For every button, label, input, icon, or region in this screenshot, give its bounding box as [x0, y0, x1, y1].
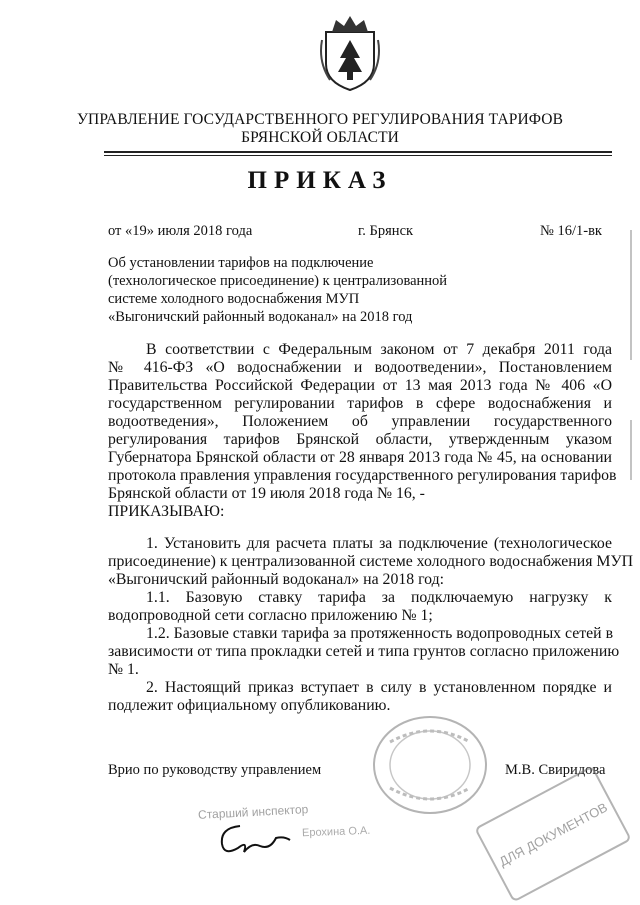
org-name-line1: УПРАВЛЕНИЕ ГОСУДАРСТВЕННОГО РЕГУЛИРОВАНИЯ ТАРИФОВ [76, 111, 564, 128]
order-word: ПРИКАЗЫВАЮ: [108, 503, 225, 520]
subject-line: (технологическое присоединение) к централизованной [108, 273, 448, 289]
order-date: от «19» июля 2018 года [108, 223, 253, 239]
city: г. Брянск [358, 223, 414, 239]
header-rule-thin [104, 155, 612, 156]
item-line: подлежит официальному опубликованию. [108, 697, 391, 714]
handwritten-signature-icon [214, 818, 294, 862]
document-title: ПРИКАЗ [247, 167, 393, 194]
signatory-name: М.В. Свиридова [505, 762, 606, 778]
subject-line: «Выгоничский районный водоканал» на 2018 год [108, 309, 413, 325]
subject-line: системе холодного водоснабжения МУП [108, 291, 360, 307]
preamble-line: государственном регулировании тарифов в сфере водоснабжения и [108, 395, 612, 412]
item-line: присоединение) к централизованной системе холодного водоснабжения МУП [108, 553, 634, 570]
preamble-line: В соответствии с Федеральным законом от 7 декабря 2011 года [146, 341, 612, 358]
preamble-line: водоотведения», Положением об управлении государственного [108, 413, 612, 430]
item-line: «Выгоничский районный водоканал» на 2018 год: [108, 571, 445, 588]
order-number: № 16/1-вк [540, 223, 602, 239]
item-line: зависимости от типа прокладки сетей и типа грунтов согласно приложению [108, 643, 620, 660]
scan-edge-mark [630, 420, 632, 480]
left-stamp-name: Ерохина О.А. [301, 824, 371, 840]
round-stamp-icon [370, 712, 490, 818]
item-line: 1. Установить для расчета платы за подключение (технологическое [146, 535, 612, 552]
preamble-line: регулирования тарифов Брянской области, утвержденным указом [108, 431, 612, 448]
preamble-line: протокола правления управления государственного регулирования тарифов [108, 467, 617, 484]
signatory-position: Врио по руководству управлением [108, 762, 322, 778]
left-stamp-text: Старший инспектор [197, 802, 309, 822]
document-stamp-text: ДЛЯ ДОКУМЕНТОВ [496, 799, 610, 869]
header-rule-thick [104, 151, 612, 153]
item-line: 1.1. Базовую ставку тарифа за подключаемую нагрузку к [146, 589, 612, 606]
item-line: № 1. [108, 661, 139, 678]
preamble-line: Брянской области от 19 июля 2018 года № 16, - [108, 485, 425, 502]
subject-line: Об установлении тарифов на подключение [108, 255, 374, 271]
preamble-line: Губернатора Брянской области от 28 января 2013 года № 45, на основании [108, 449, 612, 466]
item-line: водопроводной сети согласно приложению № 1; [108, 607, 433, 624]
scan-edge-mark [630, 230, 632, 360]
preamble-line: № 416-ФЗ «О водоснабжении и водоотведении», Постановлением [108, 359, 612, 376]
coat-of-arms-icon [318, 14, 382, 94]
preamble-line: Правительства Российской Федерации от 13 мая 2013 года № 406 «О [108, 377, 612, 394]
item-line: 1.2. Базовые ставки тарифа за протяженность водопроводных сетей в [146, 625, 614, 642]
org-name-line2: БРЯНСКОЙ ОБЛАСТИ [241, 129, 399, 146]
document-stamp [474, 765, 632, 902]
item-line: 2. Настоящий приказ вступает в силу в установленном порядке и [146, 679, 612, 696]
